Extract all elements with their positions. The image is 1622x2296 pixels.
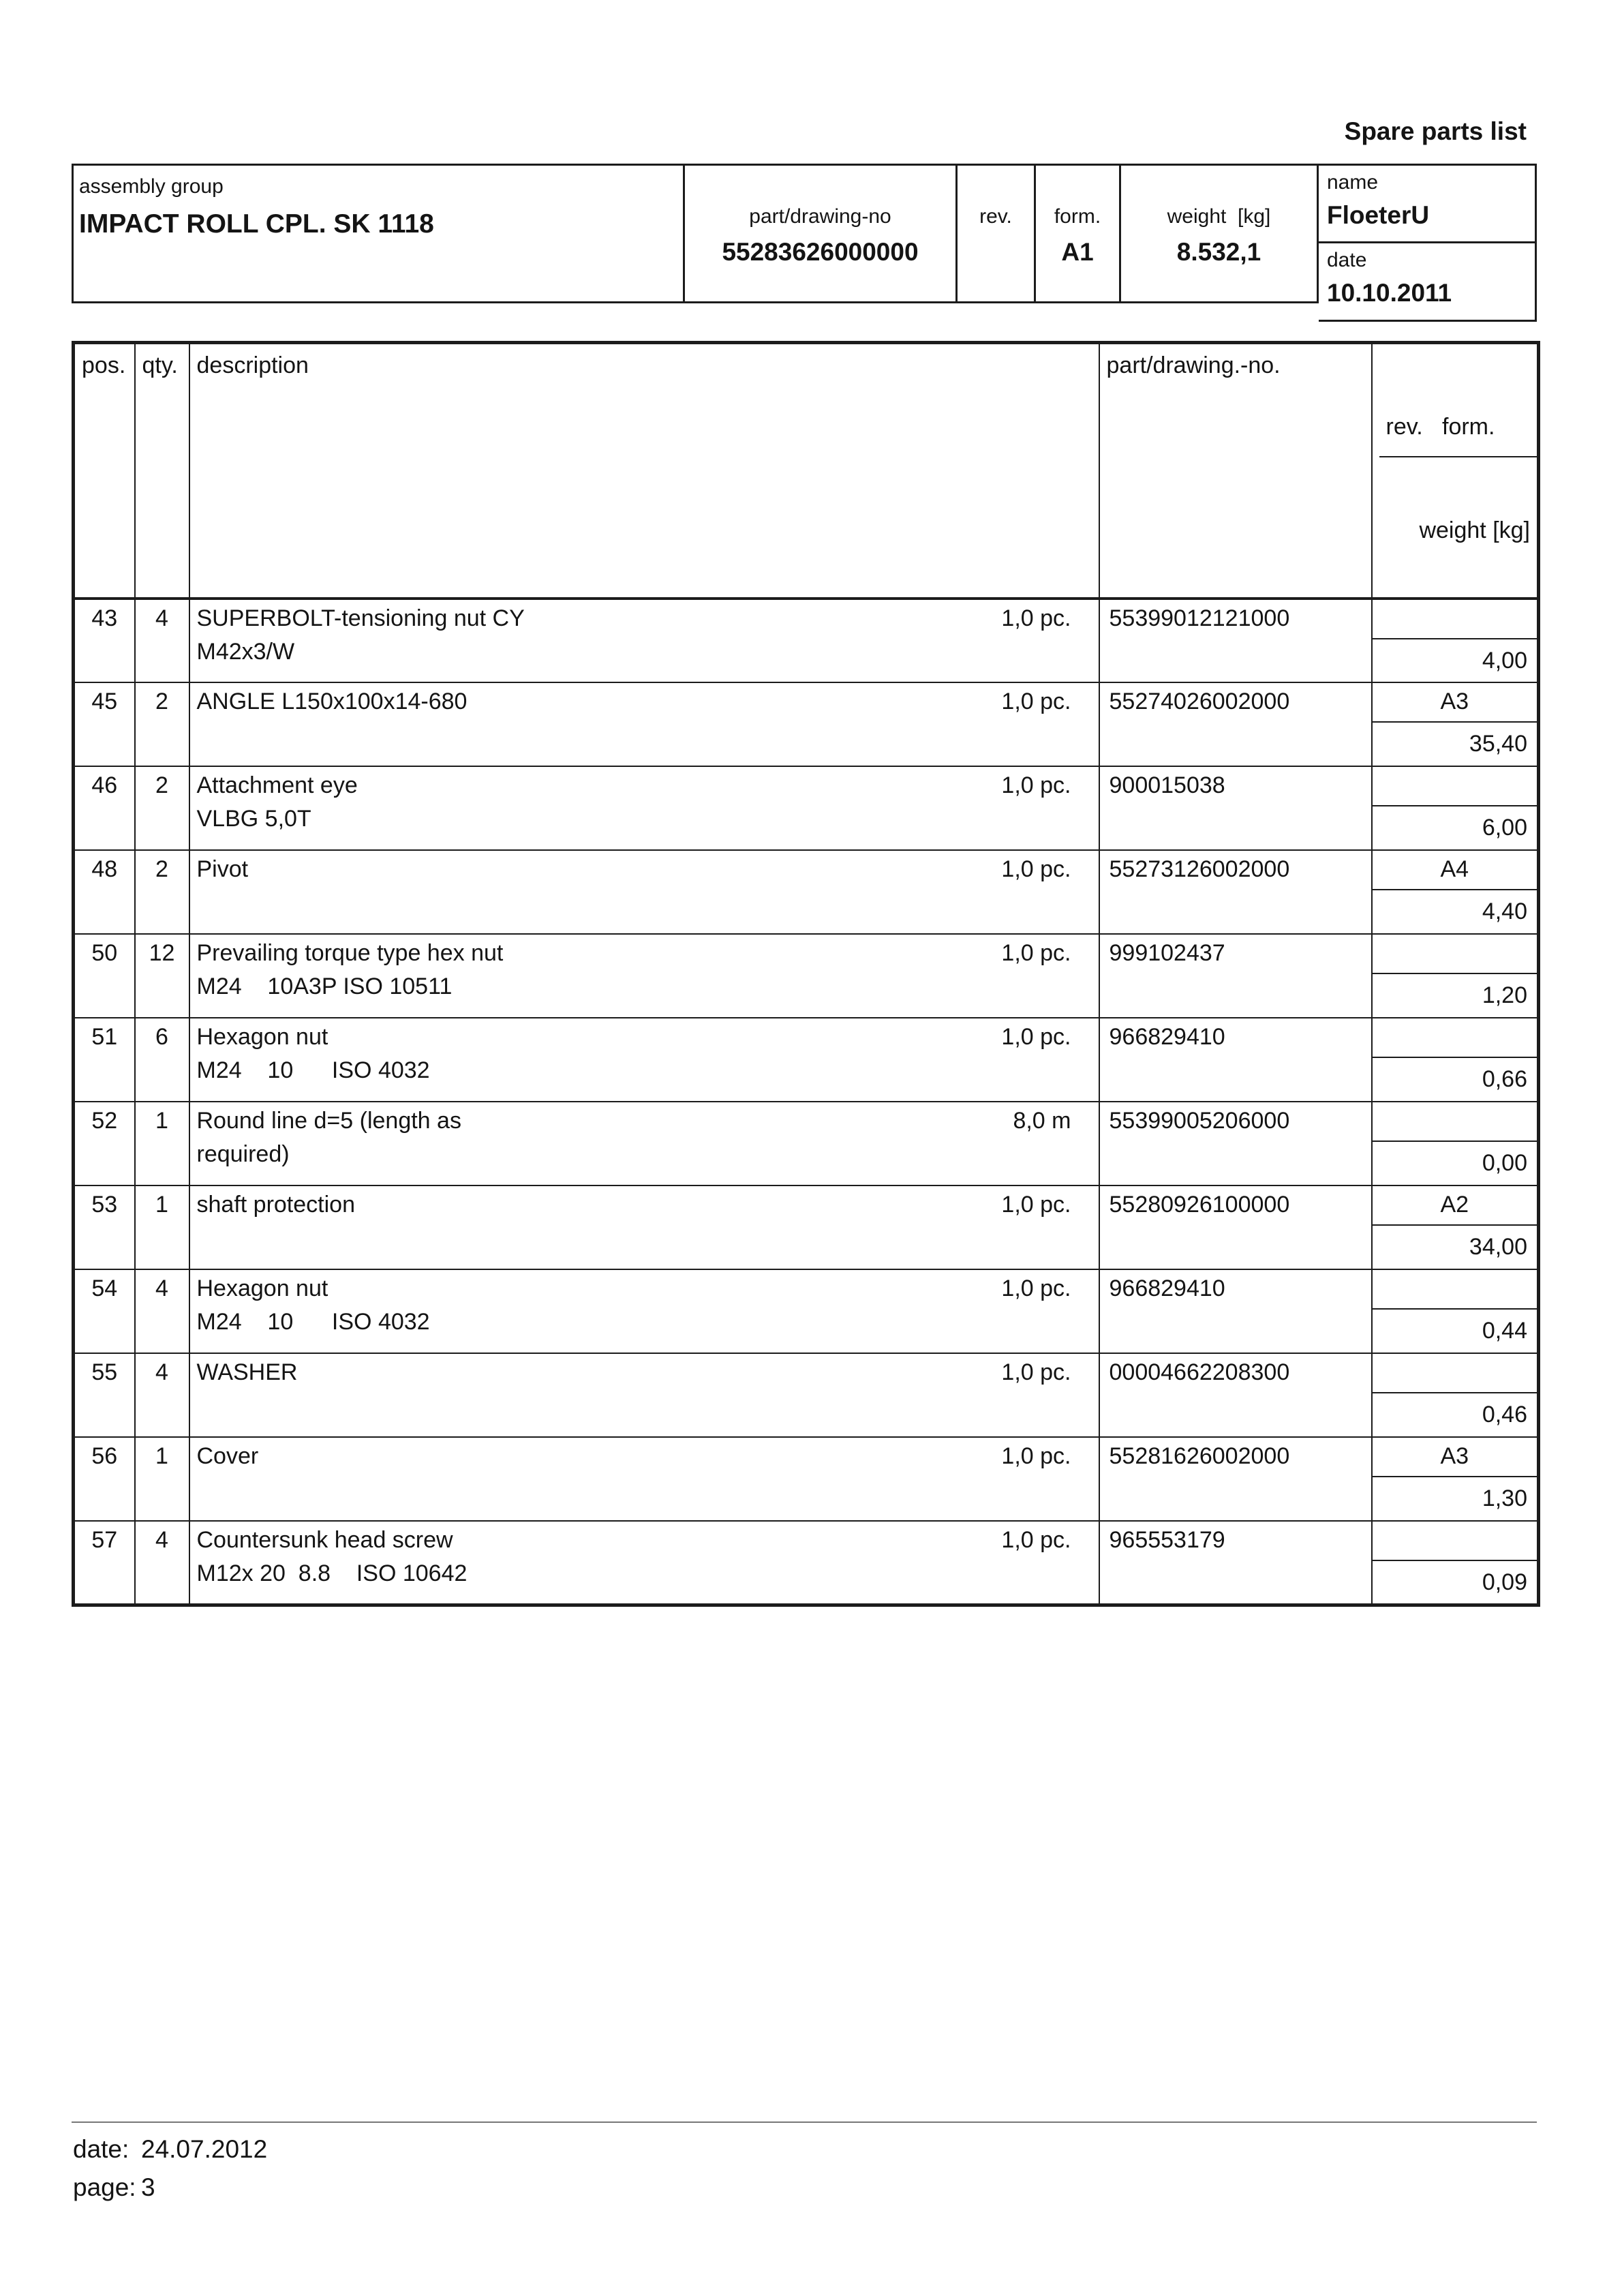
part-drawing-cell (685, 164, 958, 303)
description-line2: M24 10A3P ISO 10511 (196, 973, 453, 999)
table-row (74, 1269, 1539, 1353)
part-drawing-label: part/drawing-no (749, 205, 891, 228)
footer-date-label: date: (73, 2135, 129, 2163)
description-text: Pivot (196, 856, 249, 882)
form-cell (1036, 164, 1121, 303)
col-header-weight: weight [kg] (1419, 517, 1530, 543)
rev-weight-cell (1372, 1102, 1539, 1185)
description-line2: M24 10 ISO 4032 (196, 1309, 430, 1335)
weight-value: 34,00 (1469, 1234, 1527, 1260)
description-line1 (197, 772, 1099, 799)
part-no-cell: 965553179 (1099, 1521, 1372, 1605)
quantity-unit: 1,0 pc. (1001, 940, 1071, 966)
form-value: A1 (1061, 238, 1094, 266)
part-no-cell: 966829410 (1099, 1018, 1372, 1102)
rev-value (1373, 1354, 1537, 1393)
quantity-unit: 1,0 pc. (1001, 1192, 1071, 1218)
col-header-pos: pos. (74, 343, 135, 599)
part-no-cell: 55280926100000 (1099, 1185, 1372, 1269)
rev-weight-cell (1372, 1269, 1539, 1353)
date-label: date (1327, 249, 1367, 271)
footer-date-value: 24.07.2012 (141, 2135, 268, 2163)
description-cell (189, 1185, 1099, 1269)
rev-weight-cell (1372, 934, 1539, 1018)
table-row (74, 1018, 1539, 1102)
table-row (74, 766, 1539, 850)
table-row (74, 599, 1539, 682)
description-cell (189, 1018, 1099, 1102)
weight-value: 4,00 (1482, 648, 1527, 674)
description-cell (189, 766, 1099, 850)
description-line1 (197, 689, 1099, 715)
footer (73, 2135, 267, 2211)
weight-value: 0,09 (1482, 1569, 1527, 1595)
pos-cell: 46 (74, 766, 135, 850)
name-date-cell (1319, 164, 1537, 322)
description-text: shaft protection (196, 1192, 355, 1218)
pos-cell: 50 (74, 934, 135, 1018)
weight-value: 6,00 (1482, 815, 1527, 841)
rev-value (1373, 767, 1537, 806)
footer-divider (72, 2121, 1537, 2123)
pos-cell: 48 (74, 850, 135, 934)
weight-value: 8.532,1 (1176, 238, 1261, 266)
description-line1 (197, 605, 1099, 632)
description-line1 (197, 1527, 1099, 1554)
qty-cell: 2 (135, 682, 189, 766)
description-cell (189, 1102, 1099, 1185)
part-no-cell: 55399005206000 (1099, 1102, 1372, 1185)
pos-cell: 57 (74, 1521, 135, 1605)
description-cell (189, 1353, 1099, 1437)
pos-cell: 54 (74, 1269, 135, 1353)
qty-cell: 1 (135, 1185, 189, 1269)
description-line2: M42x3/W (196, 639, 295, 665)
col-header-rev-weight (1372, 343, 1539, 599)
description-line1 (197, 1359, 1099, 1386)
rev-value (1373, 600, 1537, 639)
rev-weight-cell (1372, 599, 1539, 682)
table-body (74, 599, 1539, 1605)
rev-value (1373, 1018, 1537, 1058)
weight-value: 0,00 (1482, 1150, 1527, 1176)
part-no-cell: 55399012121000 (1099, 599, 1372, 682)
description-cell (189, 599, 1099, 682)
quantity-unit: 1,0 pc. (1001, 1443, 1071, 1469)
rev-value: A2 (1373, 1186, 1537, 1226)
col-header-description: description (189, 343, 1099, 599)
part-no-cell: 55273126002000 (1099, 850, 1372, 934)
rev-label: rev. (979, 205, 1012, 228)
part-no-cell: 900015038 (1099, 766, 1372, 850)
table-row (74, 1102, 1539, 1185)
weight-cell (1121, 164, 1319, 303)
description-text: WASHER (196, 1359, 298, 1385)
part-no-cell: 55274026002000 (1099, 682, 1372, 766)
quantity-unit: 1,0 pc. (1001, 689, 1071, 714)
description-line1 (197, 856, 1099, 883)
part-no-cell: 999102437 (1099, 934, 1372, 1018)
description-line2: M12x 20 8.8 ISO 10642 (196, 1560, 468, 1586)
description-cell (189, 1521, 1099, 1605)
description-line1 (197, 940, 1099, 967)
description-text: Cover (196, 1443, 259, 1469)
rev-value (1373, 1102, 1537, 1142)
quantity-unit: 1,0 pc. (1001, 1527, 1071, 1553)
qty-cell: 4 (135, 599, 189, 682)
description-line1 (197, 1275, 1099, 1302)
name-subcell (1319, 166, 1535, 243)
rev-value: A3 (1373, 1438, 1537, 1477)
doc-title: Spare parts list (1344, 117, 1527, 145)
description-line1 (197, 1443, 1099, 1470)
header-table (72, 164, 1537, 322)
part-drawing-value: 55283626000000 (722, 238, 919, 266)
pos-cell: 45 (74, 682, 135, 766)
qty-cell: 12 (135, 934, 189, 1018)
col-header-rev-form: rev. form. (1379, 406, 1537, 457)
description-cell (189, 934, 1099, 1018)
description-text: ANGLE L150x100x14-680 (196, 689, 468, 714)
rev-weight-cell (1372, 1185, 1539, 1269)
date-value: 10.10.2011 (1327, 279, 1452, 307)
name-label: name (1327, 171, 1379, 194)
quantity-unit: 1,0 pc. (1001, 772, 1071, 798)
pos-cell: 51 (74, 1018, 135, 1102)
table-row (74, 934, 1539, 1018)
rev-weight-cell (1372, 1437, 1539, 1521)
description-text: Round line d=5 (length as (196, 1108, 461, 1134)
rev-weight-cell (1372, 850, 1539, 934)
quantity-unit: 1,0 pc. (1001, 856, 1071, 882)
footer-date-row (73, 2135, 267, 2164)
name-value: FloeterU (1327, 201, 1430, 229)
weight-value: 0,44 (1482, 1318, 1527, 1344)
description-cell (189, 1437, 1099, 1521)
rev-weight-cell (1372, 1018, 1539, 1102)
table-row (74, 1185, 1539, 1269)
assembly-group-cell (72, 164, 685, 303)
rev-weight-cell (1372, 1353, 1539, 1437)
parts-table (72, 341, 1540, 1607)
rev-value: A3 (1373, 683, 1537, 723)
date-subcell (1319, 243, 1535, 321)
rev-value: A4 (1373, 851, 1537, 890)
description-text: Countersunk head screw (196, 1527, 453, 1553)
description-cell (189, 850, 1099, 934)
description-text: SUPERBOLT-tensioning nut CY (196, 605, 525, 631)
weight-value: 0,66 (1482, 1066, 1527, 1092)
qty-cell: 2 (135, 766, 189, 850)
footer-page-row (73, 2173, 267, 2202)
weight-value: 0,46 (1482, 1402, 1527, 1428)
qty-cell: 1 (135, 1102, 189, 1185)
rev-weight-cell (1372, 682, 1539, 766)
description-line2: required) (196, 1141, 290, 1167)
description-text: Prevailing torque type hex nut (196, 940, 504, 966)
table-row (74, 682, 1539, 766)
weight-label: weight [kg] (1167, 205, 1271, 228)
quantity-unit: 8,0 m (1013, 1108, 1071, 1134)
pos-cell: 55 (74, 1353, 135, 1437)
description-line1 (197, 1192, 1099, 1218)
description-text: Attachment eye (196, 772, 358, 798)
qty-cell: 2 (135, 850, 189, 934)
form-label: form. (1054, 205, 1101, 228)
weight-value: 1,30 (1482, 1485, 1527, 1511)
description-line2: M24 10 ISO 4032 (196, 1057, 430, 1083)
part-no-cell: 966829410 (1099, 1269, 1372, 1353)
description-line1 (197, 1024, 1099, 1051)
description-text: Hexagon nut (196, 1024, 328, 1050)
table-row (74, 1521, 1539, 1605)
part-no-cell: 55281626002000 (1099, 1437, 1372, 1521)
part-no-cell: 00004662208300 (1099, 1353, 1372, 1437)
rev-cell (958, 164, 1036, 303)
description-line2: VLBG 5,0T (196, 806, 311, 832)
quantity-unit: 1,0 pc. (1001, 605, 1071, 631)
table-row (74, 1353, 1539, 1437)
qty-cell: 4 (135, 1521, 189, 1605)
quantity-unit: 1,0 pc. (1001, 1359, 1071, 1385)
rev-weight-cell (1372, 1521, 1539, 1605)
description-cell (189, 682, 1099, 766)
table-header-row (74, 343, 1539, 599)
qty-cell: 4 (135, 1353, 189, 1437)
pos-cell: 56 (74, 1437, 135, 1521)
rev-value (1373, 1522, 1537, 1561)
description-text: Hexagon nut (196, 1275, 328, 1301)
description-cell (189, 1269, 1099, 1353)
quantity-unit: 1,0 pc. (1001, 1275, 1071, 1301)
table-row (74, 1437, 1539, 1521)
qty-cell: 1 (135, 1437, 189, 1521)
pos-cell: 52 (74, 1102, 135, 1185)
assembly-group-value: IMPACT ROLL CPL. SK 1118 (79, 209, 434, 239)
col-header-part-no: part/drawing.-no. (1099, 343, 1372, 599)
weight-value: 4,40 (1482, 898, 1527, 924)
rev-weight-cell (1372, 766, 1539, 850)
pos-cell: 43 (74, 599, 135, 682)
pos-cell: 53 (74, 1185, 135, 1269)
weight-value: 35,40 (1469, 731, 1527, 757)
qty-cell: 6 (135, 1018, 189, 1102)
table-row (74, 850, 1539, 934)
qty-cell: 4 (135, 1269, 189, 1353)
footer-page-value: 3 (141, 2173, 155, 2201)
footer-page-label: page: (73, 2173, 136, 2201)
quantity-unit: 1,0 pc. (1001, 1024, 1071, 1050)
rev-value (1373, 1270, 1537, 1310)
weight-value: 1,20 (1482, 982, 1527, 1008)
col-header-qty: qty. (135, 343, 189, 599)
rev-value (1373, 935, 1537, 974)
assembly-group-label: assembly group (79, 175, 224, 198)
description-line1 (197, 1108, 1099, 1134)
